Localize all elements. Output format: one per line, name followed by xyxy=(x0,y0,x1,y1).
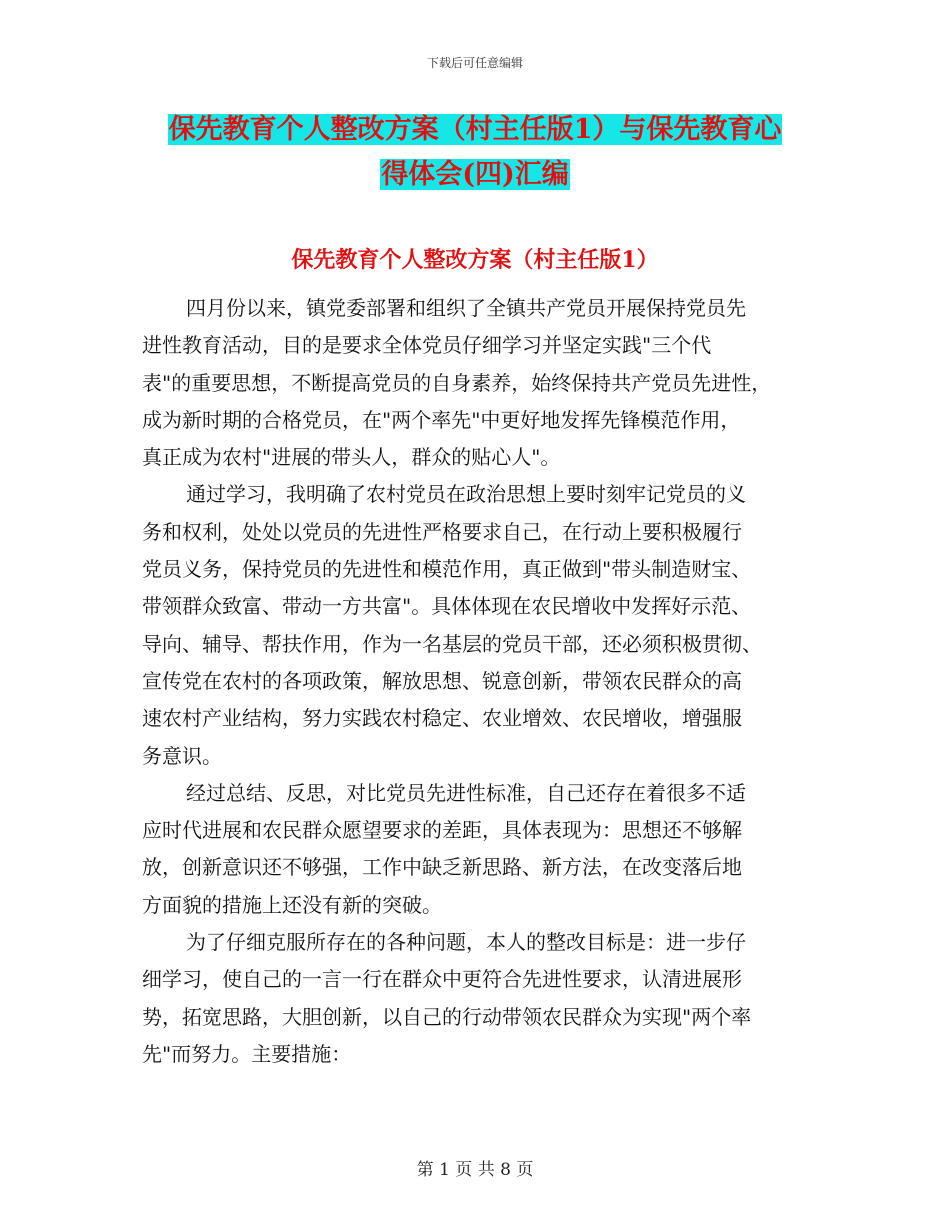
body-line: 导向、辅导、帮扶作用，作为一名基层的党员干部，还必须积极贯彻、 xyxy=(142,631,762,656)
document-body xyxy=(142,290,812,1073)
body-line: 通过学习，我明确了农村党员在政治思想上要时刻牢记党员的义 xyxy=(186,482,746,507)
body-line: 带领群众致富、带动一方共富"。具体体现在农民增收中发挥好示范、 xyxy=(142,594,752,619)
page-footer: 第 1 页 共 8 页 xyxy=(416,1160,534,1180)
body-line: 先"而努力。主要措施： xyxy=(142,1041,352,1066)
body-line: 势，拓宽思路，大胆创新，以自己的行动带领农民群众为实现"两个率 xyxy=(142,1004,752,1029)
body-line: 表"的重要思想，不断提高党员的自身素养，始终保持共产党员先进性， xyxy=(142,370,772,395)
body-line: 务意识。 xyxy=(142,743,222,768)
body-line: 为了仔细克服所存在的各种问题，本人的整改目标是：进一步仔 xyxy=(186,930,746,955)
body-line: 细学习，使自己的一言一行在群众中更符合先进性要求，认清进展形 xyxy=(142,967,742,992)
body-line: 速农村产业结构，努力实践农村稳定、农业增效、农民增收，增强服 xyxy=(142,706,742,731)
document-title-line-2 xyxy=(0,155,950,195)
body-line: 党员义务，保持党员的先进性和模范作用，真正做到"带头制造财宝、 xyxy=(142,557,752,582)
header-note: 下载后可任意编辑 xyxy=(426,56,523,70)
body-line: 真正成为农村"进展的带头人，群众的贴心人"。 xyxy=(142,445,561,470)
body-line: 宣传党在农村的各项政策，解放思想、锐意创新，带领农民群众的高 xyxy=(142,668,742,693)
body-line: 应时代进展和农民群众愿望要求的差距，具体表现为：思想还不够解 xyxy=(142,818,742,843)
body-line: 务和权利，处处以党员的先进性严格要求自己，在行动上要积极履行 xyxy=(142,519,742,544)
body-line: 四月份以来，镇党委部署和组织了全镇共产党员开展保持党员先 xyxy=(186,296,746,320)
title-highlight-1: 保先教育个人整改方案（村主任版1）与保先教育心 xyxy=(168,114,782,145)
body-line: 放，创新意识还不够强，工作中缺乏新思路、新方法，在改变落后地 xyxy=(142,855,742,880)
title-highlight-2: 得体会(四)汇编 xyxy=(381,159,569,190)
section-title: 保先教育个人整改方案（村主任版1） xyxy=(291,247,659,273)
body-line: 经过总结、反思，对比党员先进性标准，自己还存在着很多不适 xyxy=(186,780,746,805)
document-title-line-1 xyxy=(0,110,950,150)
body-line: 成为新时期的合格党员，在"两个率先"中更好地发挥先锋模范作用， xyxy=(142,407,741,432)
body-line: 进性教育活动，目的是要求全体党员仔细学习并坚定实践"三个代 xyxy=(142,333,712,358)
body-line: 方面貌的措施上还没有新的突破。 xyxy=(142,892,442,917)
